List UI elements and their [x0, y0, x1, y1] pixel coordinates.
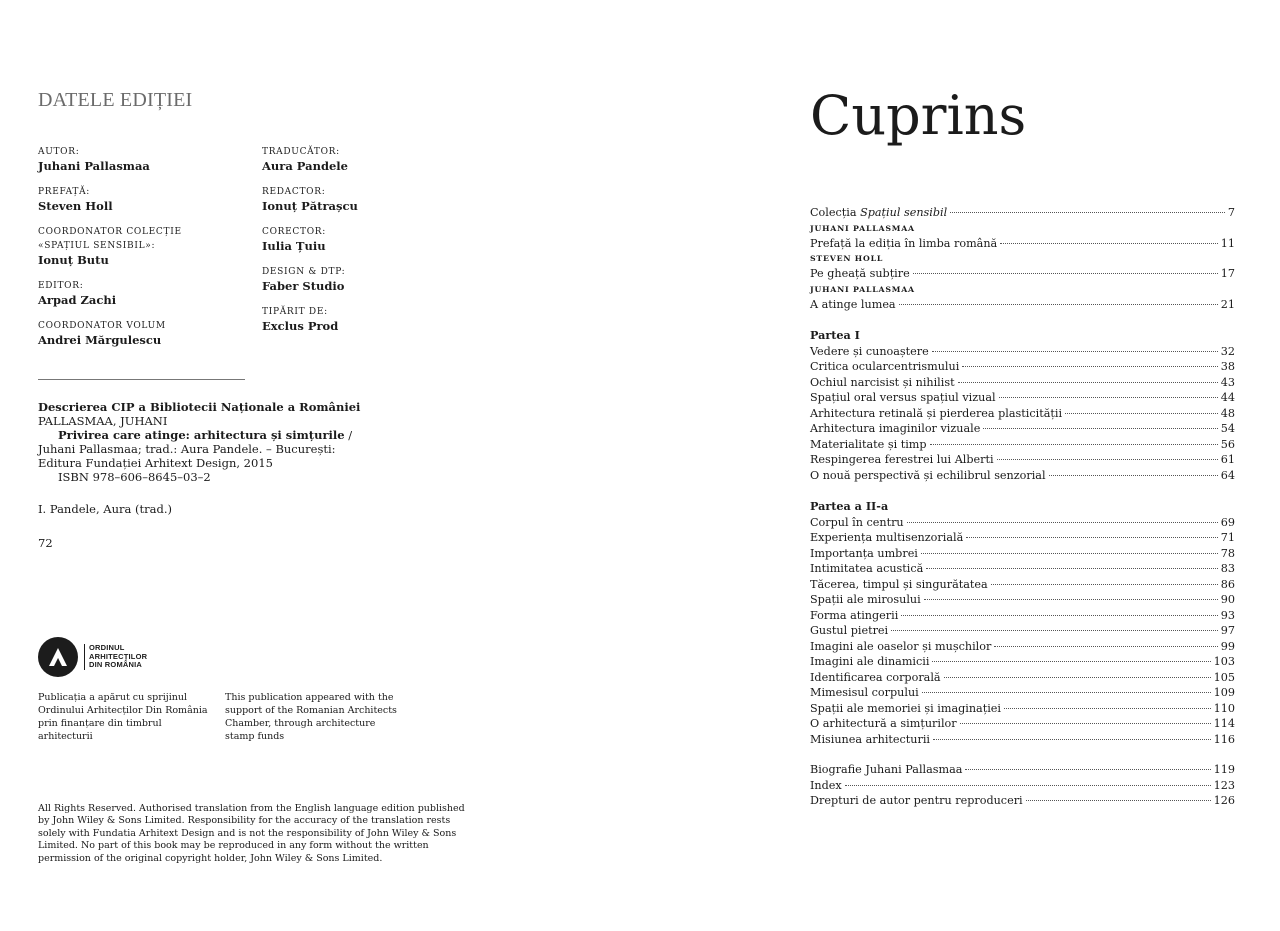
toc-entry[interactable] — [810, 608, 1235, 624]
toc-entry-title-text: Pe gheață subțire — [810, 267, 910, 280]
dot-leader — [962, 366, 1217, 367]
toc-entry[interactable] — [810, 421, 1235, 437]
credit-label: CORECTOR: — [262, 227, 326, 237]
toc-page-number: 110 — [1213, 701, 1235, 715]
cip-isbn: ISBN 978–606–8645–03–2 — [58, 470, 211, 484]
credit-volume-coordinator — [38, 319, 268, 347]
dot-leader — [997, 459, 1218, 460]
credit-proofreader — [262, 225, 492, 253]
toc-entry-title — [810, 437, 927, 453]
toc-entry-title-text: Importanța umbrei — [810, 546, 918, 560]
support-text-english: This publication appeared with the support of the Romanian Architects Chamber, through architecture stamp funds — [225, 692, 397, 742]
toc-page-number: 90 — [1220, 593, 1235, 606]
credit-label: COORDONATOR VOLUM — [38, 321, 166, 331]
dot-leader — [944, 677, 1211, 678]
logo-line: ARHITECȚILOR — [89, 651, 148, 661]
credit-label: DESIGN & DTP: — [262, 267, 346, 277]
toc-entry-title — [810, 623, 888, 639]
toc-entry-title — [810, 406, 1062, 422]
toc-entry[interactable] — [810, 793, 1235, 809]
toc-entry-title — [810, 236, 997, 252]
logo-divider — [84, 644, 85, 670]
toc-entry[interactable] — [810, 530, 1235, 546]
toc-entry-title-text: Identificarea corporală — [810, 670, 941, 684]
toc-entry-title-text: Spații ale mirosului — [810, 593, 921, 606]
credit-label: REDACTOR: — [262, 187, 326, 197]
toc-spacer — [810, 747, 1235, 762]
toc-entry[interactable] — [810, 266, 1235, 282]
toc-page-number: 48 — [1220, 406, 1235, 420]
dot-leader — [891, 630, 1218, 631]
classification-number: 72 — [38, 536, 53, 550]
toc-page-number: 64 — [1220, 468, 1235, 482]
toc-entry-title-text: Drepturi de autor pentru reproduceri — [810, 794, 1023, 807]
toc-title: Cuprins — [810, 84, 1027, 147]
dot-leader — [899, 304, 1218, 305]
dot-leader — [1049, 475, 1218, 476]
credit-printer — [262, 305, 492, 333]
credit-name: Ionuț Pătrașcu — [262, 199, 358, 213]
toc-entry-title — [810, 205, 947, 221]
toc-entry[interactable] — [810, 654, 1235, 670]
toc-page-number: 44 — [1220, 391, 1235, 404]
toc-entry-title — [810, 530, 963, 546]
oar-logo-mark — [38, 637, 78, 677]
toc-entry[interactable] — [810, 577, 1235, 593]
credit-name: Arpad Zachi — [38, 293, 117, 307]
toc-author: JUHANI PALLASMAA — [810, 223, 915, 233]
toc-entry-title — [810, 716, 957, 732]
toc-entry-title-text: Prefață la ediția în limba română — [810, 236, 998, 250]
dot-leader — [901, 615, 1217, 616]
toc-entry[interactable] — [810, 236, 1235, 252]
toc-page-number: 11 — [1220, 236, 1235, 250]
toc-entry[interactable] — [810, 468, 1235, 484]
toc-page-number: 97 — [1220, 624, 1235, 637]
toc-entry-title — [810, 793, 1023, 809]
dot-leader — [983, 428, 1217, 429]
dot-leader — [933, 739, 1211, 740]
credit-label: EDITOR: — [38, 281, 84, 291]
dot-leader — [1026, 800, 1211, 801]
toc-entry-title — [810, 546, 918, 562]
dot-leader — [924, 599, 1218, 600]
translator-entry: I. Pandele, Aura (trad.) — [38, 502, 172, 516]
toc-entry-title — [810, 701, 1001, 717]
toc-entry-title-text: Spații ale memoriei și imaginației — [810, 701, 1002, 715]
dot-leader — [845, 785, 1211, 786]
credit-name: Juhani Pallasmaa — [38, 159, 150, 173]
dot-leader — [950, 212, 1225, 213]
credit-name: Ionuț Butu — [38, 253, 109, 267]
logo-line: ORDINUL — [89, 643, 125, 653]
toc-entry[interactable] — [810, 701, 1235, 717]
cip-contributors: Juhani Pallasmaa; trad.: Aura Pandele. – București: — [38, 442, 336, 456]
toc-entry-title-text: Experiența multisenzorială — [810, 531, 964, 544]
dot-leader — [966, 537, 1218, 538]
toc-entry-title — [810, 297, 896, 313]
toc-entry-title — [810, 421, 980, 437]
credit-redactor — [262, 185, 492, 213]
dot-leader — [1004, 708, 1211, 709]
toc-entry-title-text: Materialitate și timp — [810, 437, 927, 451]
toc-page-number: 78 — [1220, 546, 1235, 560]
credit-label: TRADUCĂTOR: — [262, 147, 340, 157]
credit-name: Iulia Țuiu — [262, 239, 326, 253]
toc-entry-title — [810, 639, 991, 655]
credit-name: Steven Holl — [38, 199, 113, 213]
dot-leader — [922, 692, 1211, 693]
toc-entry-title-text: A atinge lumea — [810, 297, 896, 311]
credit-name: Faber Studio — [262, 279, 345, 293]
toc-page-number: 32 — [1220, 344, 1235, 358]
toc-entry[interactable] — [810, 732, 1235, 748]
toc-entry-title-text: Arhitectura retinală și pierderea plasticității — [810, 406, 1063, 420]
toc-entry[interactable] — [810, 639, 1235, 655]
toc-entry-title — [810, 359, 959, 375]
toc-entry-title — [810, 344, 929, 360]
credit-name: Andrei Mărgulescu — [38, 333, 162, 347]
credits-column-1 — [38, 145, 268, 359]
toc-page-number: 43 — [1220, 375, 1235, 389]
toc-section-heading: Partea I — [810, 328, 860, 342]
cip-publisher: Editura Fundației Arhitext Design, 2015 — [38, 456, 273, 470]
credit-label: TIPĂRIT DE: — [262, 307, 328, 317]
credit-design — [262, 265, 492, 293]
dot-leader — [932, 661, 1210, 662]
toc-entry-title — [810, 577, 988, 593]
toc-entry-title-text: Critica ocularcentrismului — [810, 360, 960, 373]
toc-entry-title-text: Imagini ale dinamicii — [810, 655, 930, 668]
toc-entry[interactable] — [810, 685, 1235, 701]
toc-entry-title-text: O arhitectură a simțurilor — [810, 717, 957, 730]
toc-entry-title — [810, 608, 898, 624]
toc-page-number: 114 — [1213, 717, 1235, 730]
toc-page-number: 86 — [1220, 577, 1235, 591]
dot-leader — [932, 351, 1218, 352]
toc-entry-title — [810, 375, 955, 391]
credit-name: Exclus Prod — [262, 319, 339, 333]
support-text-romanian: Publicația a apărut cu sprijinul Ordinului Arhitecților Din România prin finanțare din timbrul arhitecturii — [38, 692, 208, 742]
cip-title-line — [38, 428, 368, 442]
toc-entry-title-text: Gustul pietrei — [810, 624, 889, 637]
toc-entry-title — [810, 654, 929, 670]
toc-page-number: 69 — [1220, 515, 1235, 529]
dot-leader — [965, 769, 1210, 770]
toc-page-number: 17 — [1220, 267, 1235, 280]
toc-entry-title — [810, 592, 921, 608]
toc-entry-title — [810, 685, 919, 701]
toc-page-number: 105 — [1213, 670, 1235, 684]
toc-page-number: 7 — [1227, 206, 1235, 219]
credits-column-2 — [262, 145, 492, 345]
credit-collection-coordinator — [38, 225, 268, 267]
toc-entry-title — [810, 670, 941, 686]
toc-entry[interactable] — [810, 778, 1235, 794]
toc-entry[interactable] — [810, 437, 1235, 453]
toc-entry[interactable] — [810, 452, 1235, 468]
toc-entry-title-text: Misiunea arhitecturii — [810, 732, 930, 746]
cip-author: PALLASMAA, JUHANI — [38, 414, 168, 428]
dot-leader — [991, 584, 1218, 585]
toc-entry[interactable] — [810, 592, 1235, 608]
toc-page-number: 126 — [1213, 794, 1235, 807]
toc-entry[interactable] — [810, 716, 1235, 732]
dot-leader — [907, 522, 1218, 523]
toc-entry-title — [810, 778, 842, 794]
toc-entry[interactable] — [810, 623, 1235, 639]
toc-entry-title-italic: Spațiul sensibil — [860, 206, 948, 219]
toc-entry[interactable] — [810, 515, 1235, 531]
cip-title-suffix: / — [344, 428, 353, 442]
toc-entry-title-text: Vedere și cunoaștere — [810, 344, 929, 358]
toc-page-number: 56 — [1220, 437, 1235, 451]
toc-author: STEVEN HOLL — [810, 254, 884, 263]
toc-entry[interactable] — [810, 390, 1235, 406]
dot-leader — [1000, 243, 1218, 244]
toc-entry-title-text: Tăcerea, timpul și singurătatea — [810, 577, 988, 591]
oar-logo-text — [89, 644, 147, 670]
toc-entry[interactable] — [810, 297, 1235, 313]
toc-entry-title — [810, 390, 996, 406]
toc-entry-title-text: O nouă perspectivă și echilibrul senzorial — [810, 468, 1046, 482]
right-page — [640, 0, 1280, 931]
toc-section-heading: Partea a II-a — [810, 499, 889, 513]
toc-entry-title — [810, 561, 923, 577]
dot-leader — [913, 273, 1218, 274]
dot-leader — [926, 568, 1217, 569]
credit-translator — [262, 145, 492, 173]
cip-heading: Descrierea CIP a Bibliotecii Naționale a României — [38, 400, 361, 414]
cip-book-title: Privirea care atinge: arhitectura și simțurile — [58, 428, 345, 442]
toc-entry-title — [810, 732, 930, 748]
toc-entry-title-text: Intimitatea acustică — [810, 562, 924, 575]
oar-logo — [38, 637, 147, 677]
toc-page-number: 119 — [1213, 763, 1235, 776]
credit-label: PREFAȚĂ: — [38, 187, 91, 197]
edition-title: DATELE EDIȚIEI — [38, 89, 193, 111]
toc-page-number: 83 — [1220, 562, 1235, 575]
toc-entry-title — [810, 468, 1046, 484]
toc-entry[interactable] — [810, 762, 1235, 778]
toc-entry-title — [810, 266, 910, 282]
toc-entry-title-text: Biografie Juhani Pallasmaa — [810, 763, 963, 776]
dot-leader — [958, 382, 1218, 383]
credit-name: Aura Pandele — [262, 159, 348, 173]
toc-entry-title-text: Ochiul narcisist și nihilist — [810, 375, 955, 389]
toc-page-number: 123 — [1213, 778, 1235, 792]
toc-entry[interactable] — [810, 406, 1235, 422]
credit-label: COORDONATOR COLECȚIE «SPAȚIUL SENSIBIL»: — [38, 227, 182, 251]
dot-leader — [1065, 413, 1218, 414]
toc-entry-title — [810, 515, 904, 531]
toc-entry[interactable] — [810, 359, 1235, 375]
divider-rule — [38, 379, 245, 380]
dot-leader — [960, 723, 1211, 724]
toc-entry-title — [810, 452, 994, 468]
toc-entry-title-text: Index — [810, 778, 842, 792]
toc-entry-title-text: Mimesisul corpului — [810, 686, 919, 699]
toc-entry[interactable] — [810, 375, 1235, 391]
credit-label: AUTOR: — [38, 147, 80, 157]
rights-notice: All Rights Reserved. Authorised translation from the English language edition published by John Wiley & Sons Limited. Responsibility for the accuracy of the translation rests solely with Fundatia Arhitext Design and is not the responsibility of John Wiley & Sons Limited. No part of this book may be reproduced in any form without the written permission of the original copyright holder, John Wiley & Sons Limited. — [38, 803, 465, 864]
toc-entry-title-text: Respingerea ferestrei lui Alberti — [810, 453, 994, 466]
credit-editor — [38, 279, 268, 307]
credit-preface — [38, 185, 268, 213]
dot-leader — [994, 646, 1217, 647]
credit-author — [38, 145, 268, 173]
toc-page-number: 38 — [1220, 360, 1235, 373]
toc-entry-title-text: Arhitectura imaginilor vizuale — [810, 422, 981, 435]
toc-entry-title-text: Corpul în centru — [810, 515, 904, 529]
toc-page-number: 116 — [1213, 732, 1235, 746]
toc-page-number: 109 — [1213, 686, 1235, 699]
cip-description — [38, 400, 368, 484]
toc-entry[interactable] — [810, 205, 1235, 221]
toc-entry[interactable] — [810, 546, 1235, 562]
dot-leader — [930, 444, 1218, 445]
toc-entry[interactable] — [810, 561, 1235, 577]
toc-entry-title-text: Forma atingerii — [810, 608, 899, 622]
logo-line: DIN ROMÂNIA — [89, 660, 143, 670]
toc-page-number: 93 — [1220, 608, 1235, 622]
toc-page-number: 103 — [1213, 655, 1235, 668]
toc-author: JUHANI PALLASMAA — [810, 284, 915, 294]
toc-entry-title-text: Spațiul oral versus spațiul vizual — [810, 391, 996, 404]
toc-entry[interactable] — [810, 344, 1235, 360]
dot-leader — [921, 553, 1218, 554]
toc-entry-title-text: Colecția — [810, 206, 861, 219]
table-of-contents — [810, 205, 1235, 809]
toc-entry[interactable] — [810, 670, 1235, 686]
toc-page-number: 61 — [1220, 453, 1235, 466]
dot-leader — [999, 397, 1218, 398]
toc-page-number: 99 — [1220, 639, 1235, 653]
toc-page-number: 54 — [1220, 422, 1235, 435]
toc-entry-title — [810, 762, 962, 778]
toc-page-number: 71 — [1220, 531, 1235, 544]
toc-entry-title-text: Imagini ale oaselor și mușchilor — [810, 639, 992, 653]
toc-page-number: 21 — [1220, 297, 1235, 311]
